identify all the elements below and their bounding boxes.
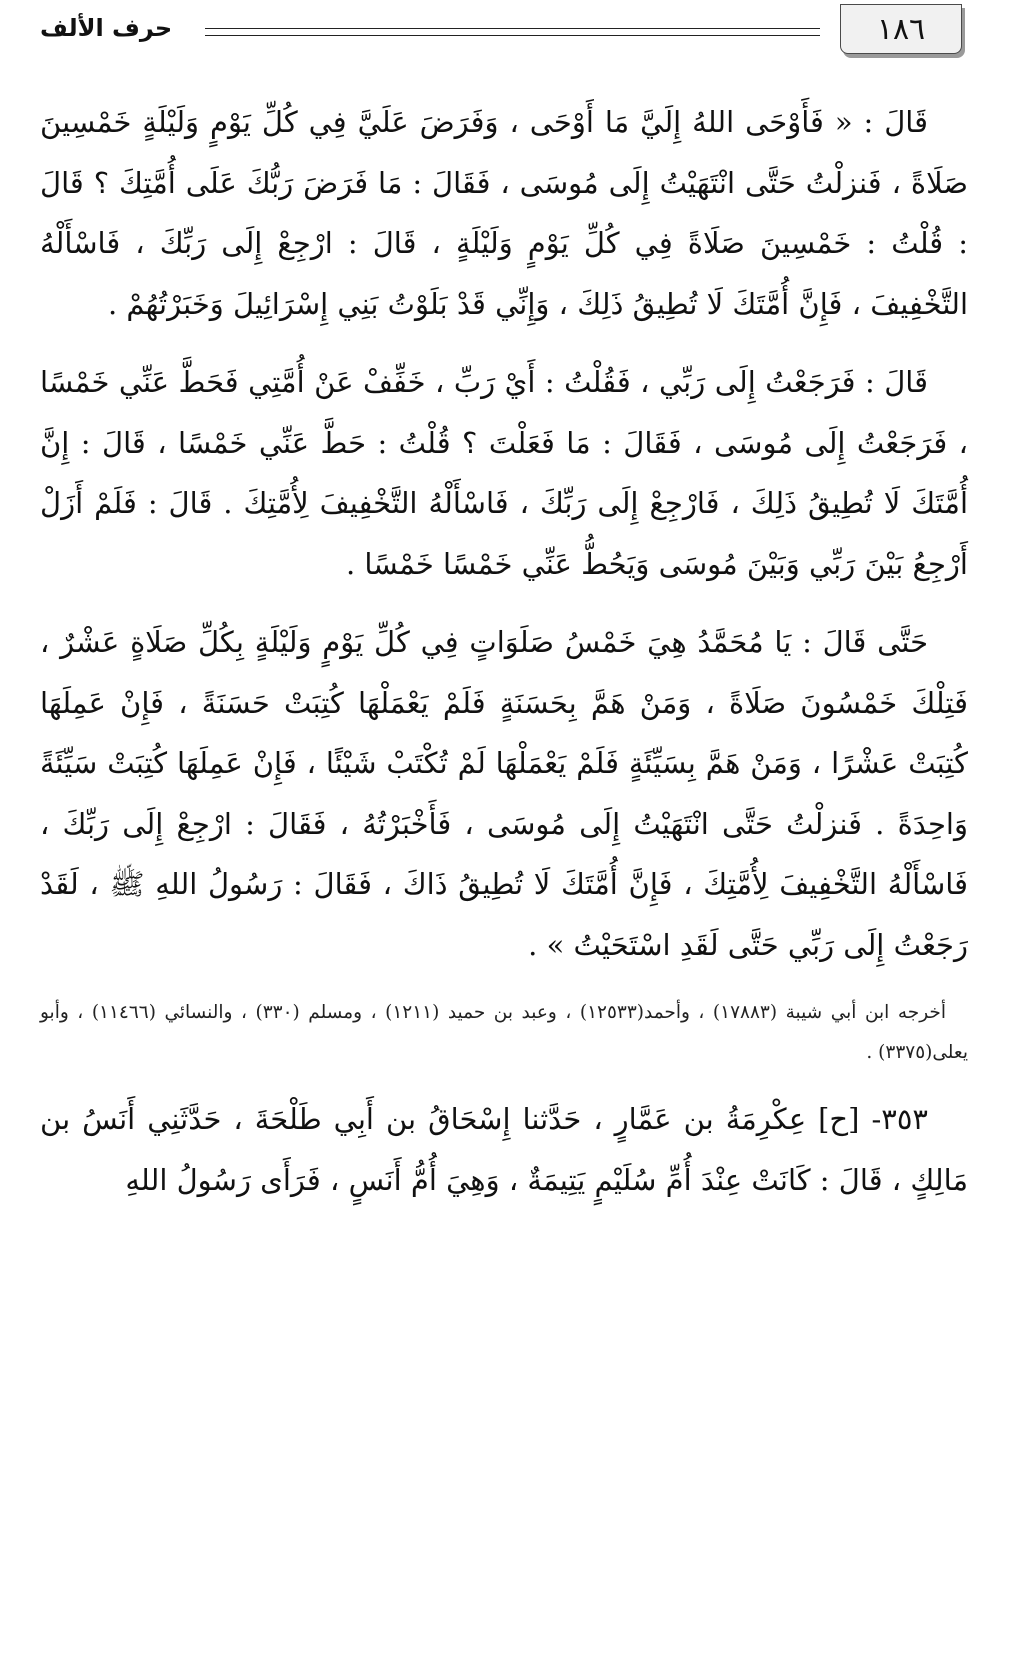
- header-rule: [205, 28, 820, 36]
- page-header: [0, 0, 1010, 70]
- takhrij-footnote: أخرجه ابن أبي شيبة (١٧٨٨٣) ، وأحمد(١٢٥٣٣) ، وعبد بن حميد (١٢١١) ، ومسلم (٣٣٠) ، والنسائي (١١٤٦٦) ، وأبو يعلى(٣٣٧٥) .: [40, 1002, 968, 1063]
- paragraph-2: قَالَ : فَرَجَعْتُ إِلَى رَبِّي ، فَقُلْتُ : أَيْ رَبِّ ، خَفِّفْ عَنْ أُمَّتِي فَحَطَّ عَنِّي خَمْسًا ، فَرَجَعْتُ إِلَى مُوسَى ، فَقَالَ : مَا فَعَلْتَ ؟ قُلْتُ : حَطَّ عَنِّي خَمْسًا ، قَالَ : إِنَّ أُمَّتَكَ لَا تُطِيقُ ذَلِكَ ، فَارْجِعْ إِلَى رَبِّكَ ، فَاسْأَلْهُ التَّخْفِيفَ لِأُمَّتِكَ . قَالَ : فَلَمْ أَزَلْ أَرْجِعُ بَيْنَ رَبِّي وَبَيْنَ مُوسَى وَيَحُطُّ عَنِّي خَمْسًا خَمْسًا .: [40, 365, 968, 581]
- chapter-title: حرف الألف: [40, 14, 173, 42]
- paragraph-3: حَتَّى قَالَ : يَا مُحَمَّدُ هِيَ خَمْسُ صَلَوَاتٍ فِي كُلِّ يَوْمٍ وَلَيْلَةٍ بِكُلِّ صَلَاةٍ عَشْرٌ ، فَتِلْكَ خَمْسُونَ صَلَاةً ، وَمَنْ هَمَّ بِحَسَنَةٍ فَلَمْ يَعْمَلْهَا كُتِبَتْ حَسَنَةً ، فَإِنْ عَمِلَهَا كُتِبَتْ عَشْرًا ، وَمَنْ هَمَّ بِسَيِّئَةٍ فَلَمْ يَعْمَلْهَا لَمْ تُكْتَبْ شَيْئًا ، فَإِنْ عَمِلَهَا كُتِبَتْ سَيِّئَةً وَاحِدَةً . فَنزلْتُ حَتَّى انْتَهَيْتُ إِلَى مُوسَى ، فَأَخْبَرْتُهُ ، فَقَالَ : ارْجِعْ إِلَى رَبِّكَ ، فَاسْأَلْهُ التَّخْفِيفَ لِأُمَّتِكَ ، فَإِنَّ أُمَّتَكَ لَا تُطِيقُ ذَاكَ ، فَقَالَ : رَسُولُ اللهِ ﷺ ، لَقَدْ رَجَعْتُ إِلَى رَبِّي حَتَّى لَقَدِ اسْتَحَيْتُ » .: [40, 625, 968, 962]
- page-body: [40, 92, 968, 1210]
- hadith-353: ٣٥٣- [ح] عِكْرِمَةُ بن عَمَّارٍ ، حَدَّثنا إِسْحَاقُ بن أَبِي طَلْحَةَ ، حَدَّثَنِي أَنَسُ بن مَالِكٍ ، قَالَ : كَانَتْ عِنْدَ أُمِّ سُلَيْمٍ يَتِيمَةٌ ، وَهِيَ أُمُّ أَنَسٍ ، فَرَأَى رَسُولُ اللهِ: [40, 1102, 968, 1197]
- paragraph-1: قَالَ : « فَأَوْحَى اللهُ إِلَيَّ مَا أَوْحَى ، وَفَرَضَ عَلَيَّ فِي كُلِّ يَوْمٍ وَلَيْلَةٍ خَمْسِينَ صَلَاةً ، فَنزلْتُ حَتَّى انْتَهَيْتُ إِلَى مُوسَى ، فَقَالَ : مَا فَرَضَ رَبُّكَ عَلَى أُمَّتِكَ ؟ قَالَ : قُلْتُ : خَمْسِينَ صَلَاةً فِي كُلِّ يَوْمٍ وَلَيْلَةٍ ، قَالَ : ارْجِعْ إِلَى رَبِّكَ ، فَاسْأَلْهُ التَّخْفِيفَ ، فَإِنَّ أُمَّتَكَ لَا تُطِيقُ ذَلِكَ ، وَإِنِّي قَدْ بَلَوْتُ بَنِي إِسْرَائِيلَ وَخَبَرْتُهُمْ .: [40, 105, 968, 321]
- page-number: ١٨٦: [840, 4, 962, 54]
